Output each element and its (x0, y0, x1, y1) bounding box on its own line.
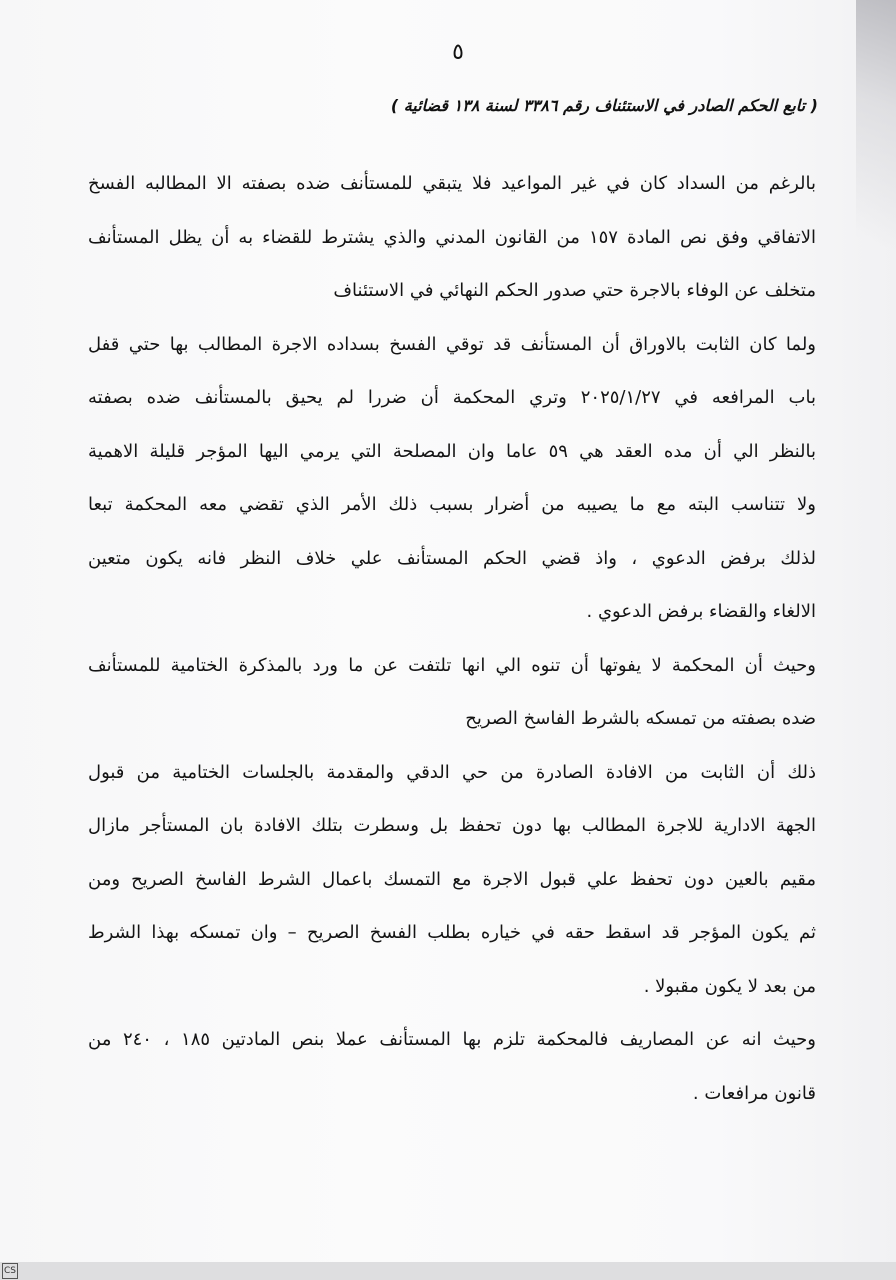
judgment-header: ( تابع الحكم الصادر في الاستئناف رقم ٣٣٨٦ لسنة ١٣٨ قضائية ) (390, 96, 818, 115)
text-line: ثم يكون المؤجر قد اسقط حقه في خياره بطلب الفسخ الصريح – وان تمسكه بهذا الشرط (88, 922, 816, 943)
text-line: ذلك أن الثابت من الافادة الصادرة من حي الدقي والمقدمة بالجلسات الختامية من قبول (88, 761, 816, 783)
scan-bottom-strip (0, 1262, 896, 1280)
text-line: ولما كان الثابت بالاوراق أن المستأنف قد توقي الفسخ بسداده الاجرة المطالب بها حتي قفل (88, 333, 816, 355)
text-line: الجهة الادارية للاجرة المطالب بها دون تحفظ بل وسطرت بتلك الافادة بان المستأجر مازال (88, 815, 816, 836)
text-line: وحيث انه عن المصاريف فالمحكمة تلزم بها المستأنف عملا بنص المادتين ١٨٥ ، ٢٤٠ من (88, 1029, 816, 1050)
text-line: لذلك برفض الدعوي ، واذ قضي الحكم المستأنف علي خلاف النظر فانه يكون متعين (88, 547, 816, 569)
text-line: بالرغم من السداد كان في غير المواعيد فلا يتبقي للمستأنف ضده بصفته الا المطالبه الفسخ (88, 173, 816, 194)
text-line: مقيم بالعين دون تحفظ علي قبول الاجرة مع التمسك باعمال الشرط الفاسخ الصريح ومن (88, 868, 816, 890)
scanner-logo-icon: CS (2, 1263, 18, 1279)
text-line: ولا تتناسب البته مع ما يصيبه من أضرار بسبب ذلك الأمر الذي تقضي معه المحكمة تبعا (88, 494, 816, 515)
text-line: بالنظر الي أن مده العقد هي ٥٩ عاما وان المصلحة التي يرمي اليها المؤجر قليلة الاهمية (88, 440, 816, 462)
page-curl-shadow (856, 0, 896, 300)
text-line: من بعد لا يكون مقبولا . (643, 975, 816, 997)
page-number: ٥ (452, 40, 464, 65)
text-line: الاتفاقي وفق نص المادة ١٥٧ من القانون المدني والذي يشترط للقضاء به أن يظل المستأنف (88, 226, 816, 248)
text-line: باب المرافعه في ٢٠٢٥/١/٢٧ وتري المحكمة أن ضررا لم يحيق بالمستأنف ضده بصفته (88, 387, 816, 408)
text-line: قانون مرافعات . (692, 1082, 816, 1104)
text-line: متخلف عن الوفاء بالاجرة حتي صدور الحكم النهائي في الاستئناف (333, 280, 816, 301)
text-line: ضده بصفته من تمسكه بالشرط الفاسخ الصريح (465, 708, 816, 729)
judgment-body (88, 157, 816, 1120)
text-line: وحيث أن المحكمة لا يفوتها أن تنوه الي انها تلتفت عن ما ورد بالمذكرة الختامية للمستأنف (88, 654, 816, 676)
text-line: الالغاء والقضاء برفض الدعوي . (586, 601, 816, 622)
